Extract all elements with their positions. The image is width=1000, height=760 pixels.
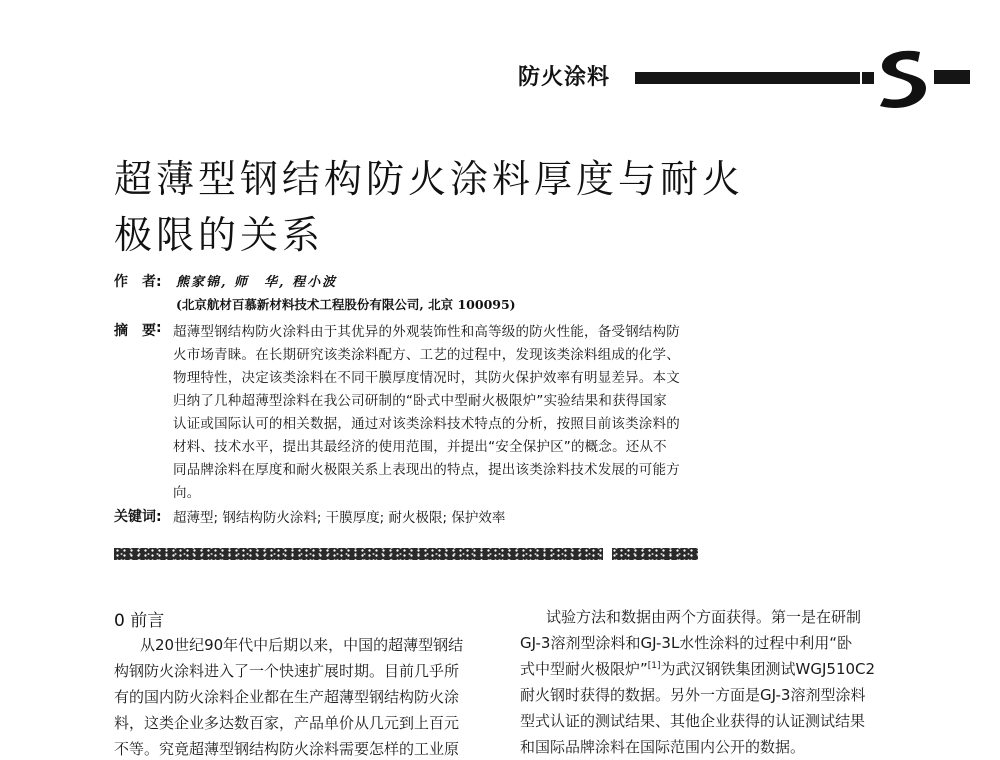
body-right-line-rest: 为武汉钢铁集团测试WGJ510C2 — [660, 660, 876, 678]
body-left-line: 不等。究竟超薄型钢结构防火涂料需要怎样的工业原 — [114, 740, 460, 758]
abstract-line: 认证或国际认可的相关数据，通过对该类涂料技术特点的分析，按照目前该类涂料的 — [173, 416, 680, 432]
citation-ref: [1] — [647, 661, 661, 671]
body-left-line: 构钢防火涂料进入了一个快速扩展时期。目前几乎所 — [114, 662, 460, 680]
abstract-line: 向。 — [173, 485, 201, 501]
header-bar — [635, 72, 860, 84]
keywords-list: 超薄型; 钢结构防火涂料; 干膜厚度; 耐火极限; 保护效率 — [173, 510, 506, 526]
body-right-line: GJ-3溶剂型涂料和GJ-3L水性涂料的过程中利用“卧 — [520, 634, 853, 652]
section-divider-gap — [603, 548, 612, 560]
intro-section-heading: 0 前言 — [114, 611, 165, 631]
body-right-line: 试验方法和数据由两个方面获得。第一是在研制 — [546, 608, 862, 626]
body-right-line: 型式认证的测试结果、其他企业获得的认证测试结果 — [520, 712, 866, 730]
abstract-line: 同品牌涂料在厚度和耐火极限关系上表现出的特点，提出该类涂料技术发展的可能方 — [173, 462, 680, 478]
body-right-line: 和国际品牌涂料在国际范围内公开的数据。 — [520, 738, 806, 756]
abstract-line: 归纳了几种超薄型涂料在我公司研制的“卧式中型耐火极限炉”实验结果和获得国家 — [173, 393, 667, 409]
author-affiliation: (北京航材百慕新材料技术工程股份有限公司, 北京 100095) — [176, 297, 516, 312]
abstract-line: 物理特性，决定该类涂料在不同干膜厚度情况时，其防火保护效率有明显差异。本文 — [173, 370, 680, 386]
journal-logo-icon — [862, 46, 972, 110]
abstract-line: 超薄型钢结构防火涂料由于其优异的外观装饰性和高等级的防火性能，备受钢结构防 — [173, 324, 680, 340]
body-right-line — [520, 658, 875, 679]
abstract-label-colon: : — [156, 320, 162, 336]
paper-title-line-1: 超薄型钢结构防火涂料厚度与耐火 — [114, 157, 745, 201]
abstract-line: 火市场青睐。在长期研究该类涂料配方、工艺的过程中，发现该类涂料组成的化学、 — [173, 347, 680, 363]
abstract-label: 摘 要 — [114, 323, 156, 339]
section-label: 防火涂料 — [518, 65, 611, 90]
abstract-line: 材料、技术水平，提出其最经济的使用范围，并提出“安全保护区”的概念。还从不 — [173, 439, 667, 455]
body-left-line: 从20世纪90年代中后期以来，中国的超薄型钢结 — [140, 636, 464, 654]
authors-names: 熊家锦, 师 华, 程小波 — [176, 275, 338, 290]
body-left-line: 有的国内防火涂料企业都在生产超薄型钢结构防火涂 — [114, 688, 460, 706]
body-right-line: 耐火钢时获得的数据。另外一方面是GJ-3溶剂型涂料 — [520, 686, 866, 704]
body-left-line: 料，这类企业多达数百家，产品单价从几元到上百元 — [114, 714, 460, 732]
paper-title-line-2: 极限的关系 — [114, 213, 325, 257]
keywords-label: 关键词: — [114, 509, 162, 525]
authors-label: 作 者: — [114, 274, 162, 290]
body-right-line-prefix: 式中型耐火极限炉” — [520, 660, 648, 678]
